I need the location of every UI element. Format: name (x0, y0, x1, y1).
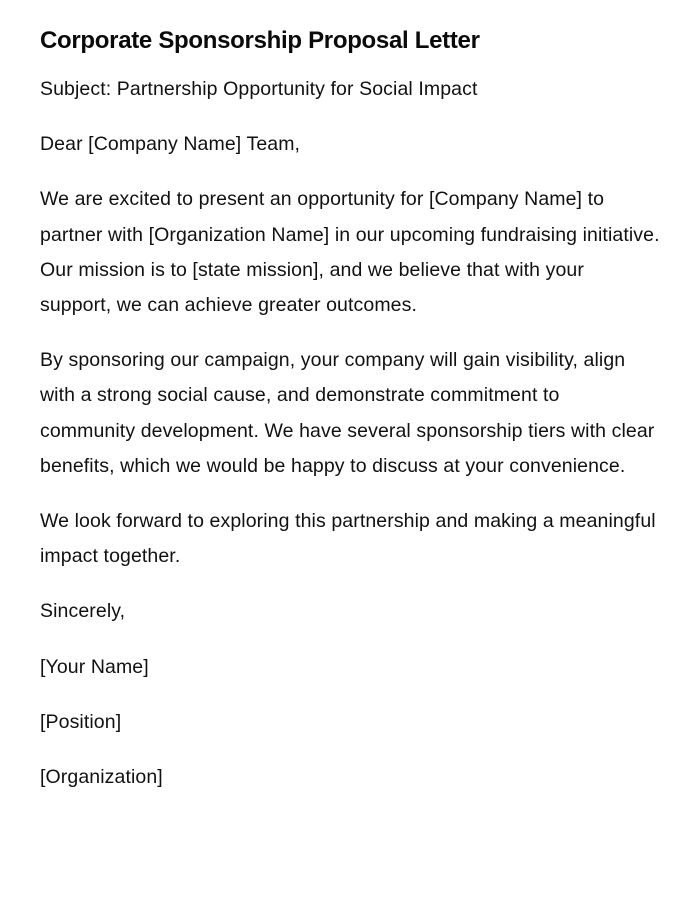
closing: Sincerely, (40, 600, 126, 623)
signature-name: [Your Name] (40, 655, 149, 678)
signature-organization: [Organization] (40, 766, 163, 789)
signature-position: [Position] (40, 710, 122, 733)
body-paragraph: We are excited to present an opportunity for [Company Name] to partner with [Organization Name] in our upcoming fundraising initiative. Our mission is to [state mission], and we believe that with your support, we can achieve greater outcomes. (40, 188, 660, 317)
body-paragraph: By sponsoring our campaign, your company will gain visibility, align with a strong social cause, and demonstrate commitment to community development. We have several sponsorship tiers with clear benefits, which we would be happy to discuss at your convenience. (40, 349, 655, 477)
subject-line: Subject: Partnership Opportunity for Social Impact (40, 78, 478, 100)
document-title: Corporate Sponsorship Proposal Letter (40, 27, 480, 54)
body-paragraph: We look forward to exploring this partnership and making a meaningful impact together. (40, 510, 656, 568)
salutation: Dear [Company Name] Team, (40, 133, 301, 156)
